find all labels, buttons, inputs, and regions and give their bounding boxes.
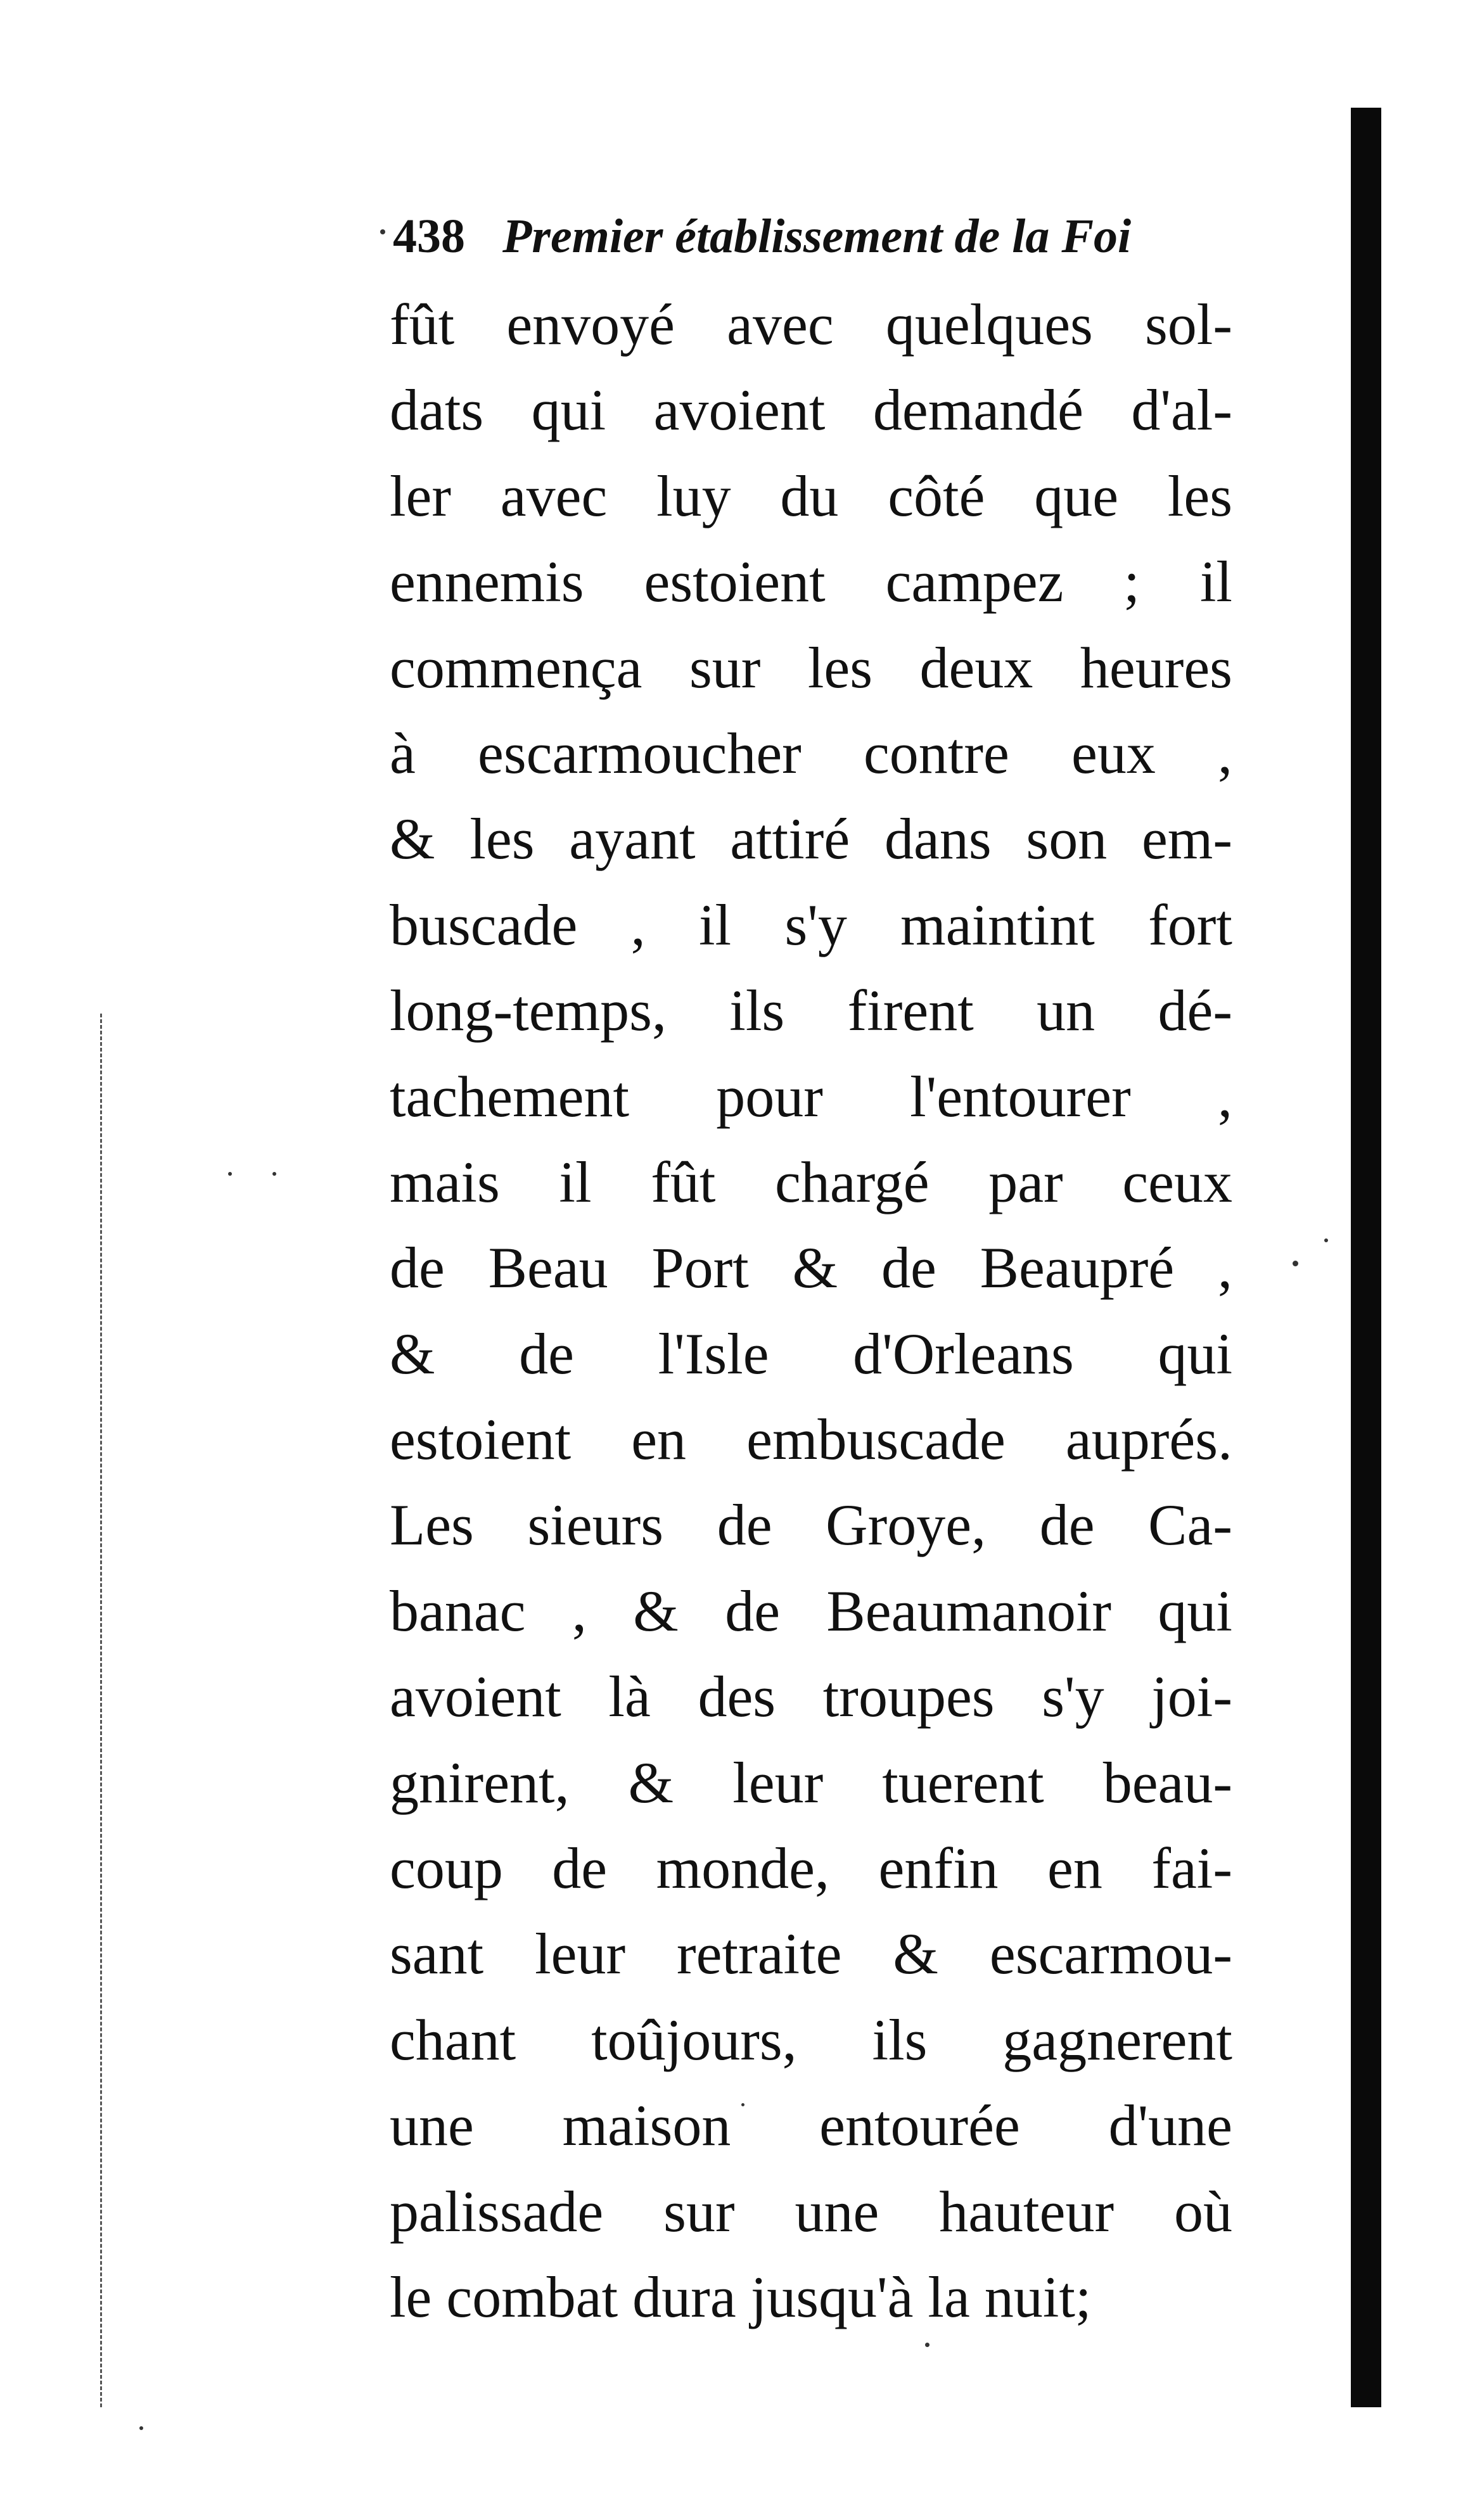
scan-speck xyxy=(925,2343,929,2347)
gutter-scan-marks xyxy=(100,1014,102,2407)
text-line: le combat dura jusqu'à la nuit; xyxy=(390,2264,1092,2329)
text-line: ennemis estoient campez ; il xyxy=(390,549,1232,614)
text-line: banac , & de Beaumanoir qui xyxy=(390,1578,1232,1643)
scan-speck xyxy=(272,1172,276,1176)
running-head: Premier établissement de la Foi xyxy=(502,210,1132,263)
scan-speck xyxy=(1293,1261,1298,1266)
text-line: commença sur les deux heures xyxy=(390,635,1232,700)
text-line: tachement pour l'entourer , xyxy=(390,1064,1232,1129)
page-header xyxy=(393,209,1217,279)
scan-speck xyxy=(380,229,385,234)
text-line: Les sieurs de Groye, de Ca- xyxy=(390,1492,1232,1558)
text-line: palissade sur une hauteur où xyxy=(390,2179,1232,2244)
text-line: chant toûjours, ils gagnerent xyxy=(390,2007,1232,2072)
scan-speck xyxy=(139,2426,143,2430)
text-line: buscade , il s'y maintint fort xyxy=(390,892,1232,957)
text-line: avoient là des troupes s'y joi- xyxy=(390,1664,1232,1729)
text-line: coup de monde, enfin en fai- xyxy=(390,1836,1232,1901)
text-line: sant leur retraite & escarmou- xyxy=(390,1921,1232,1987)
text-line: de Beau Port & de Beaupré , xyxy=(390,1235,1232,1301)
text-line: une maison entourée d'une xyxy=(390,2093,1232,2158)
page-edge-shadow xyxy=(1351,108,1381,2407)
text-line: mais il fût chargé par ceux xyxy=(390,1149,1232,1214)
text-line: estoient en embuscade auprés. xyxy=(390,1407,1232,1472)
text-line: ler avec luy du côté que les xyxy=(390,463,1232,528)
text-line: gnirent, & leur tuerent beau- xyxy=(390,1750,1232,1815)
scan-speck xyxy=(1324,1238,1328,1242)
text-line: long-temps, ils firent un dé- xyxy=(390,978,1232,1043)
text-line: fût envoyé avec quelques sol- xyxy=(390,292,1232,357)
text-line: & les ayant attiré dans son em- xyxy=(390,806,1232,872)
text-line: dats qui avoient demandé d'al- xyxy=(390,378,1232,443)
text-line: à escarmoucher contre eux , xyxy=(390,720,1232,786)
text-line: & de l'Isle d'Orleans qui xyxy=(390,1321,1232,1386)
scan-speck xyxy=(228,1172,232,1176)
page-number: 438 xyxy=(393,210,465,263)
body-text xyxy=(390,282,1232,2340)
